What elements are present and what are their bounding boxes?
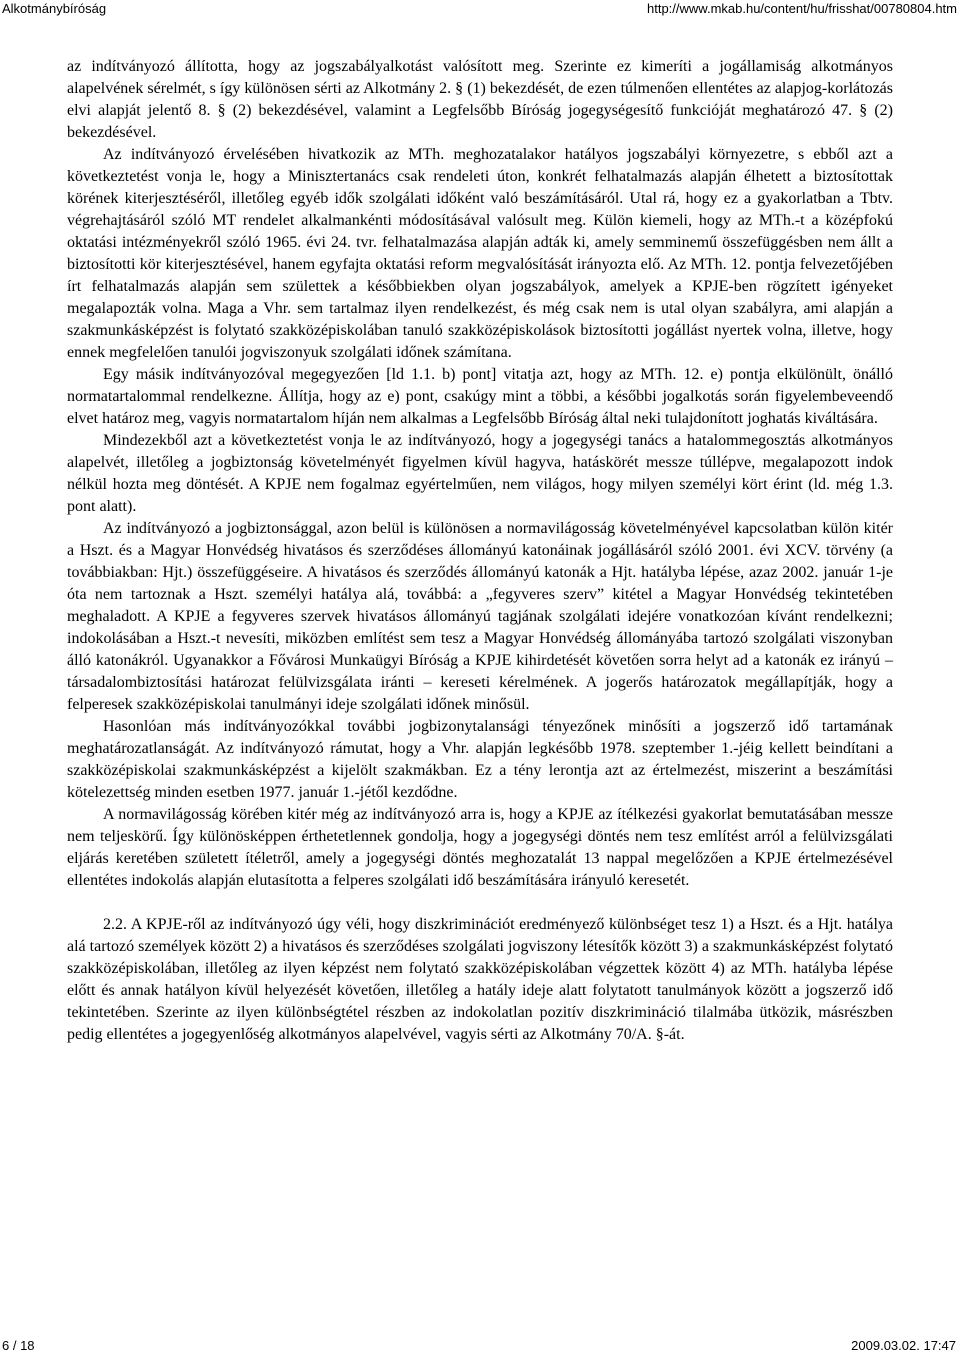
section-paragraph: 2.2. A KPJE-ről az indítványozó úgy véli, hogy diszkriminációt eredményező különbséget tesz 1) a Hszt. és a Hjt. hatálya alá tartozó személyek között 2) a hivatásos és szerződéses szolgálati jogviszony létesítők között 3) a szakmunkásképzést folytató szakközépiskolában, illetőleg az ilyen képzést nem folytató szakközépiskolában végzettek között 4) az MTh. hatályba lépése előtt és annak hatályon kívül helyezését követően, illetőleg a hatály ideje alatt folytatott tanulmányok között a jogszerző idő tekintetében. Szerinte az ilyen különbségtétel részben az indokolatlan pozitív diszkrimináció tilalmába ütközik, másrészben pedig ellentétes a jogegyenlőség alkotmányos alapelvével, vagyis sérti az Alkotmány 70/A. §-át. — [67, 916, 893, 1043]
browser-print-footer — [0, 1338, 960, 1356]
page-url: http://www.mkab.hu/content/hu/frisshat/00780804.htm — [646, 1, 957, 16]
browser-print-header — [0, 0, 960, 20]
paragraph: Az indítványozó a jogbiztonsággal, azon belül is különösen a normavilágosság követelményével kapcsolatban külön kitér a Hszt. és a Magyar Honvédség hivatásos és szerződéses állományú katonáinak jogállásáról szóló 2001. évi XCV. törvény (a továbbiakban: Hjt.) összefüggéseire. A hivatásos és szerződés állományú katonák a Hjt. hatályba lépése, azaz 2002. január 1-je óta nem tartoznak a Hszt. személyi hatálya alá, továbbá: a „fegyveres szerv” kitétel a Magyar Honvédség tekintetében meghaladott. A KPJE a fegyveres szervek hivatásos állományú tagjának szolgálati idejére vonatkozóan kívánt rendelkezni; indokolásában a Hszt.-t nevesíti, miközben említést sem tesz a Magyar Honvédség állományába tartozó szolgálati viszonyban álló katonákról. Ugyanakkor a Fővárosi Munkaügyi Bíróság a KPJE kihirdetését követően sorra helyt ad a katonák ez irányú – társadalombiztosítási határozat felülvizsgálata iránti – kereseti kérelmének. A jogerős határozatok megállapítják, hogy a felperesek szakközépiskolai tanulmányi ideje szolgálati időnek minősül. — [67, 520, 893, 713]
paragraph: A normavilágosság körében kitér még az indítványozó arra is, hogy a KPJE az ítélkezési gyakorlat bemutatásában messze nem teljeskörű. Így különösképpen érthetetlennek gondolja, hogy a jogegységi döntés nem tesz említést arról a felülvizsgálati eljárás keretében született ítéletről, amely a jogegységi döntés meghozatalát 13 nappal megelőzően a KPJE értelmezésével ellentétes indokolás alapján elutasította a felperes szolgálati idő beszámítására irányuló keresetét. — [67, 806, 893, 889]
paragraph: Az indítványozó érvelésében hivatkozik az MTh. meghozatalakor hatályos jogszabályi környezetre, s ebből azt a következtetést vonja le, hogy a Minisztertanács csak rendeleti úton, konkrét felhatalmazás alapján élhetett a biztosítottak körének kiterjesztéséről, illetőleg egyéb idők szolgálati időként való beszámításáról. Utal rá, hogy ez a gyakorlatban a Tbtv. végrehajtásáról szóló MT rendelet alkalmankénti módosításával valósult meg. Külön kiemeli, hogy az MTh.-t a középfokú oktatási intézményekről szóló 1965. évi 24. tvr. felhatalmazása alapján adták ki, amely semminemű összefüggésben nem állt a biztosítotti kör kiterjesztésével, hanem egyfajta oktatási reform megvalósítását irányozta elő. Az MTh. 12. pontja felvezetőjében írt felhatalmazás alapján sem születtek a későbbiekben olyan jogszabályok, amelyek a KPJE-ben rögzített igényeket megalapozták volna. Maga a Vhr. sem tartalmaz ilyen rendelkezést, és még csak nem is utal olyan szabályra, ami alapján a szakmunkásképzést is folytató szakközépiskolában tanuló szakközépiskolások biztosítotti jogállást nyertek volna, illetve, hogy ennek megfelelően tanulói jogviszonyuk szolgálati időnek számítana. — [67, 146, 893, 361]
paragraph: Hasonlóan más indítványozókkal további jogbizonytalansági tényezőnek minősíti a jogszerző idő tartamának meghatározatlanságát. Az indítványozó rámutat, hogy a Vhr. alapján legkésőbb 1978. szeptember 1.-jéig kellett beindítani a szakközépiskolai szakmunkásképzést a kijelölt szakmákban. Ez a tény lerontja azt az értelmezést, miszerint a beszámítási kötelezettség minden esetben 1977. január 1.-jétől kezdődne. — [67, 718, 893, 801]
site-title: Alkotmánybíróság — [2, 1, 107, 16]
paragraph: Mindezekből azt a következtetést vonja le az indítványozó, hogy a jogegységi tanács a hatalommegosztás alkotmányos alapelvét, illetőleg a jogbiztonság követelményét figyelmen kívül hagyva, hatáskörét messze túllépve, megalapozott indok nélkül hozta meg döntését. A KPJE nem fogalmaz egyértelműen, nem világos, hogy milyen személyi kört érint (ld. még 1.3. pont alatt). — [67, 432, 893, 515]
print-datetime: 2009.03.02. 17:47 — [851, 1338, 956, 1353]
paragraph: Egy másik indítványozóval megegyezően [ld 1.1. b) pont] vitatja azt, hogy az MTh. 12. e) pontja elkülönült, önálló normatartalommal rendelkezne. Állítja, hogy az e) pont, csakúgy mint a többi, a későbbi jogalkotás során figyelembeveendő elvet határoz meg, vagyis normatartalom híján nem alkalmas a Legfelsőbb Bíróság által neki tulajdonított joghatás kiváltására. — [67, 366, 893, 427]
paragraph: az indítványozó állította, hogy az jogszabályalkotást valósított meg. Szerinte ez kimeríti a jogállamiság alkotmányos alapelvének sérelmét, s így különösen sérti az Alkotmány 2. § (1) bekezdését, de ezen túlmenően ellentétes az alapjog-korlátozás elvi alapját jelentő 8. § (2) bekezdésével, valamint a Legfelsőbb Bíróság jogegységesítő funkcióját meghatározó 47. § (2) bekezdésével. — [67, 58, 893, 141]
document-body — [67, 56, 893, 1046]
page-number: 6 / 18 — [2, 1338, 35, 1353]
